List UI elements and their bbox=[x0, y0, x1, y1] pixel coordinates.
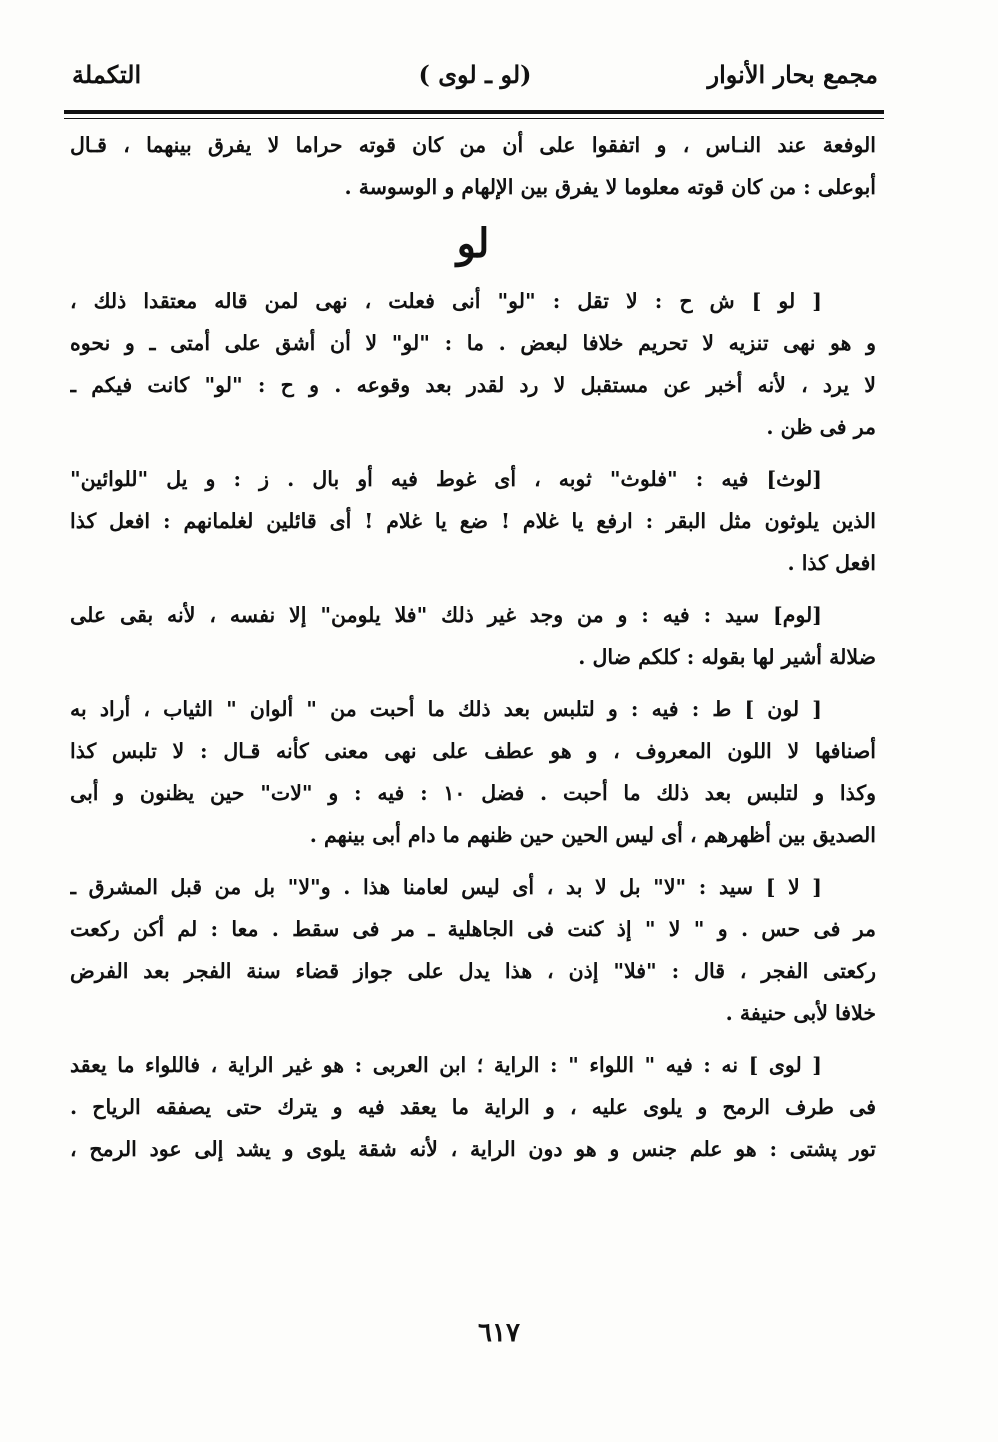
running-header bbox=[72, 54, 878, 100]
header-rule bbox=[64, 110, 884, 114]
entry-line: و هو نهى تنزيه لا تحريم خلافا لبعض . ما : "لو" لا أن أشق على أمتى ـ و نحوه bbox=[70, 331, 876, 355]
entry-line: افعل كذا . bbox=[787, 551, 876, 575]
header-rule-thin bbox=[64, 118, 884, 119]
entry-paragraph bbox=[70, 688, 876, 856]
entry-paragraph bbox=[70, 594, 876, 678]
page-entry-range: (لو ـ لوى ) bbox=[418, 60, 532, 89]
page-body bbox=[70, 124, 876, 1170]
section-heading: لو bbox=[456, 220, 490, 267]
entry-paragraph bbox=[70, 458, 876, 584]
entry-line: الصديق بين أظهرهم ، أى ليس الحين حين ظنهم ما دام أبى بينهم . bbox=[309, 823, 876, 847]
entry-paragraph bbox=[70, 1044, 876, 1170]
entry-line: فى طرف الرمح و يلوى عليه ، و الراية ما يعقد فيه و يترك حتى يصفقه الرياح . bbox=[70, 1095, 876, 1119]
entry-line: مر فى ظن . bbox=[766, 415, 876, 439]
entry-line: خلافا لأبى حنيفة . bbox=[725, 1001, 876, 1025]
entry-line: مر فى حس . و " لا " إذ كنت فى الجاهلية ـ مر فى سقط . معا : لم أكن ركعت bbox=[70, 917, 876, 941]
entry-line: ضلالة أشير لها بقوله : كلكم ضال . bbox=[578, 645, 876, 669]
entry-line: أصنافها لا اللون المعروف ، و هو عطف على نهى معنى كأنه قـال : لا تلبس كذا bbox=[70, 739, 876, 763]
entry-line: [ لو ] ش ح : لا تقل : "لو" أنى فعلت ، نهى لمن قاله معتقدا ذلك ، bbox=[70, 289, 822, 313]
entry-line: [لوم] سيد : فيه : و من وجد غير ذلك "فلا يلومن" إلا نفسه ، لأنه بقى على bbox=[70, 603, 822, 627]
book-title: مجمع بحار الأنوار bbox=[707, 60, 878, 89]
entry-line: [ لوى ] نه : فيه " اللواء " : الراية ؛ ابن العربى : هو غير الراية ، فاللواء ما يعقد bbox=[70, 1053, 822, 1077]
entry-paragraph bbox=[70, 280, 876, 448]
entry-line: [ لون ] ط : فيه : و لتلبس بعد ذلك ما أحبت من " ألوان " الثياب ، أراد به bbox=[70, 697, 822, 721]
intro-line: الوفعة عند النـاس ، و اتفقوا على أن من كان قوته حراما لا يفرق بينهما ، قـال bbox=[70, 133, 876, 157]
entry-line: [ لا ] سيد : "لا" بل لا بد ، أى ليس لعامنا هذا . و"لا" بل من قبل المشرق ـ bbox=[70, 875, 822, 899]
entry-line: الذين يلوثون مثل البقر : ارفع يا غلام ! ضع يا غلام ! أى قائلين لغلمانهم : افعل كذا bbox=[70, 509, 876, 533]
entry-line: لا يرد ، لأنه أخبر عن مستقبل لا رد لقدر بعد وقوعه . و ح : "لو" كانت فيكم ـ bbox=[70, 373, 876, 397]
intro-line: أبوعلى : من كان قوته معلوما لا يفرق بين الإلهام و الوسوسة . bbox=[344, 175, 876, 199]
entry-line: [لوث] فيه : "فلوث" ثوبه ، أى غوط فيه أو بال . ز : و يل "للوائين" bbox=[70, 467, 822, 491]
page-number: ٦١٧ bbox=[478, 1318, 520, 1348]
volume-label: التكملة bbox=[72, 60, 142, 89]
entry-line: وكذا و لتلبس بعد ذلك ما أحبت . فضل ١٠ : فيه : و "لات" حين يظنون و أبى bbox=[70, 781, 876, 805]
entry-line: ركعتى الفجر ، قال : "فلا" إذن ، هذا يدل على جواز قضاء سنة الفجر بعد الفرض bbox=[70, 959, 876, 983]
entry-paragraph bbox=[70, 866, 876, 1034]
entry-line: تور پشتى : هو علم جنس و هو دون الراية ، لأنه شقة يلوى و يشد إلى عود الرمح ، bbox=[70, 1137, 876, 1161]
